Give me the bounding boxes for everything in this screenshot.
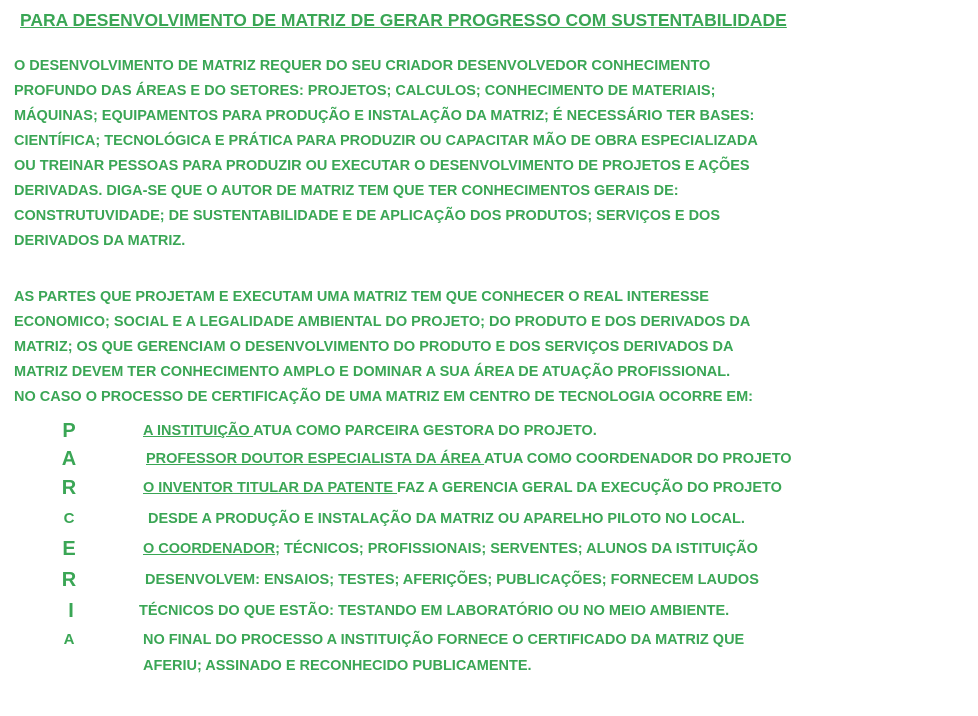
acrostic-row-a [0, 444, 978, 474]
acrostic-text [145, 565, 759, 595]
acrostic-rest: ; TÉCNICOS; PROFISSIONAIS; SERVENTES; ALUNOS DA ISTITUIÇÃO [275, 541, 758, 557]
paragraph-parties [14, 285, 964, 410]
acrostic-text [143, 416, 597, 446]
paragraph-line: DERIVADOS DA MATRIZ. [14, 233, 186, 249]
acrostic-letter: I [68, 600, 74, 622]
document-title: PARA DESENVOLVIMENTO DE MATRIZ DE GERAR PROGRESSO COM SUSTENTABILIDADE [20, 10, 787, 30]
acrostic-rest: DESDE A PRODUÇÃO E INSTALAÇÃO DA MATRIZ OU APARELHO PILOTO NO LOCAL. [148, 511, 745, 527]
paragraph-line: MÁQUINAS; EQUIPAMENTOS PARA PRODUÇÃO E INSTALAÇÃO DA MATRIZ; É NECESSÁRIO TER BASES: [14, 108, 755, 124]
acrostic-letter: R [61, 477, 77, 499]
acrostic-rest: NO FINAL DO PROCESSO A INSTITUIÇÃO FORNECE O CERTIFICADO DA MATRIZ QUE [143, 632, 745, 648]
acrostic-underlined: PROFESSOR DOUTOR ESPECIALISTA DA ÁREA [146, 451, 485, 467]
acrostic-rest: ATUA COMO PARCEIRA GESTORA DO PROJETO. [253, 423, 597, 439]
acrostic-letter: A [61, 448, 77, 470]
paragraph-line: MATRIZ; OS QUE GERENCIAM O DESENVOLVIMENTO DO PRODUTO E DOS SERVIÇOS DERIVADOS DA [14, 339, 734, 355]
acrostic-text [139, 596, 729, 626]
acrostic-text [143, 473, 782, 503]
acrostic-rest: DESENVOLVEM: ENSAIOS; TESTES; AFERIÇÕES; PUBLICAÇÕES; FORNECEM LAUDOS [145, 572, 759, 588]
paragraph-line: CIENTÍFICA; TECNOLÓGICA E PRÁTICA PARA PRODUZIR OU CAPACITAR MÃO DE OBRA ESPECIALIZADA [14, 133, 758, 149]
acrostic-letter: R [61, 569, 77, 591]
acrostic-text-continuation: AFERIU; ASSINADO E RECONHECIDO PUBLICAMENTE. [143, 658, 532, 674]
paragraph-line: OU TREINAR PESSOAS PARA PRODUZIR OU EXECUTAR O DESENVOLVIMENTO DE PROJETOS E AÇÕES [14, 158, 750, 174]
acrostic-letter: P [62, 420, 76, 442]
acrostic-rest: FAZ A GERENCIA GERAL DA EXECUÇÃO DO PROJETO [397, 480, 782, 496]
paragraph-line: DERIVADAS. DIGA-SE QUE O AUTOR DE MATRIZ TEM QUE TER CONHECIMENTOS GERAIS DE: [14, 183, 679, 199]
acrostic-text [148, 504, 745, 534]
acrostic-row-e [0, 534, 978, 564]
acrostic-underlined: O COORDENADOR [143, 541, 276, 557]
acrostic-underlined: A INSTITUIÇÃO [143, 423, 254, 439]
acrostic-rest: TÉCNICOS DO QUE ESTÃO: TESTANDO EM LABORATÓRIO OU NO MEIO AMBIENTE. [139, 603, 730, 619]
acrostic-underlined: O INVENTOR TITULAR DA PATENTE [143, 480, 398, 496]
paragraph-line: PROFUNDO DAS ÁREAS E DO SETORES: PROJETOS; CALCULOS; CONHECIMENTO DE MATERIAIS; [14, 83, 716, 99]
paragraph-line: MATRIZ DEVEM TER CONHECIMENTO AMPLO E DOMINAR A SUA ÁREA DE ATUAÇÃO PROFISSIONAL. [14, 364, 731, 380]
acrostic-row-a2 [0, 625, 978, 683]
acrostic-letter: C [63, 510, 75, 527]
paragraph-line: CONSTRUTUVIDADE; DE SUSTENTABILIDADE E DE APLICAÇÃO DOS PRODUTOS; SERVIÇOS E DOS [14, 208, 720, 224]
paragraph-line: ECONOMICO; SOCIAL E A LEGALIDADE AMBIENTAL DO PROJETO; DO PRODUTO E DOS DERIVADOS DA [14, 314, 751, 330]
paragraph-intro [14, 54, 964, 254]
acrostic-row-i [0, 596, 978, 626]
acrostic-rest: ATUA COMO COORDENADOR DO PROJETO [484, 451, 792, 467]
paragraph-line: AS PARTES QUE PROJETAM E EXECUTAM UMA MATRIZ TEM QUE CONHECER O REAL INTERESSE [14, 289, 709, 305]
acrostic-row-c [0, 504, 978, 534]
acrostic-text [143, 534, 758, 564]
paragraph-line: O DESENVOLVIMENTO DE MATRIZ REQUER DO SEU CRIADOR DESENVOLVEDOR CONHECIMENTO [14, 58, 711, 74]
acrostic-letter: E [62, 538, 76, 560]
acrostic-row-r [0, 473, 978, 503]
acrostic-row-r2 [0, 565, 978, 595]
paragraph-line: NO CASO O PROCESSO DE CERTIFICAÇÃO DE UMA MATRIZ EM CENTRO DE TECNOLOGIA OCORRE EM: [14, 389, 753, 405]
acrostic-letter: A [63, 631, 75, 648]
acrostic-row-p [0, 416, 978, 446]
acrostic-text [146, 444, 792, 474]
